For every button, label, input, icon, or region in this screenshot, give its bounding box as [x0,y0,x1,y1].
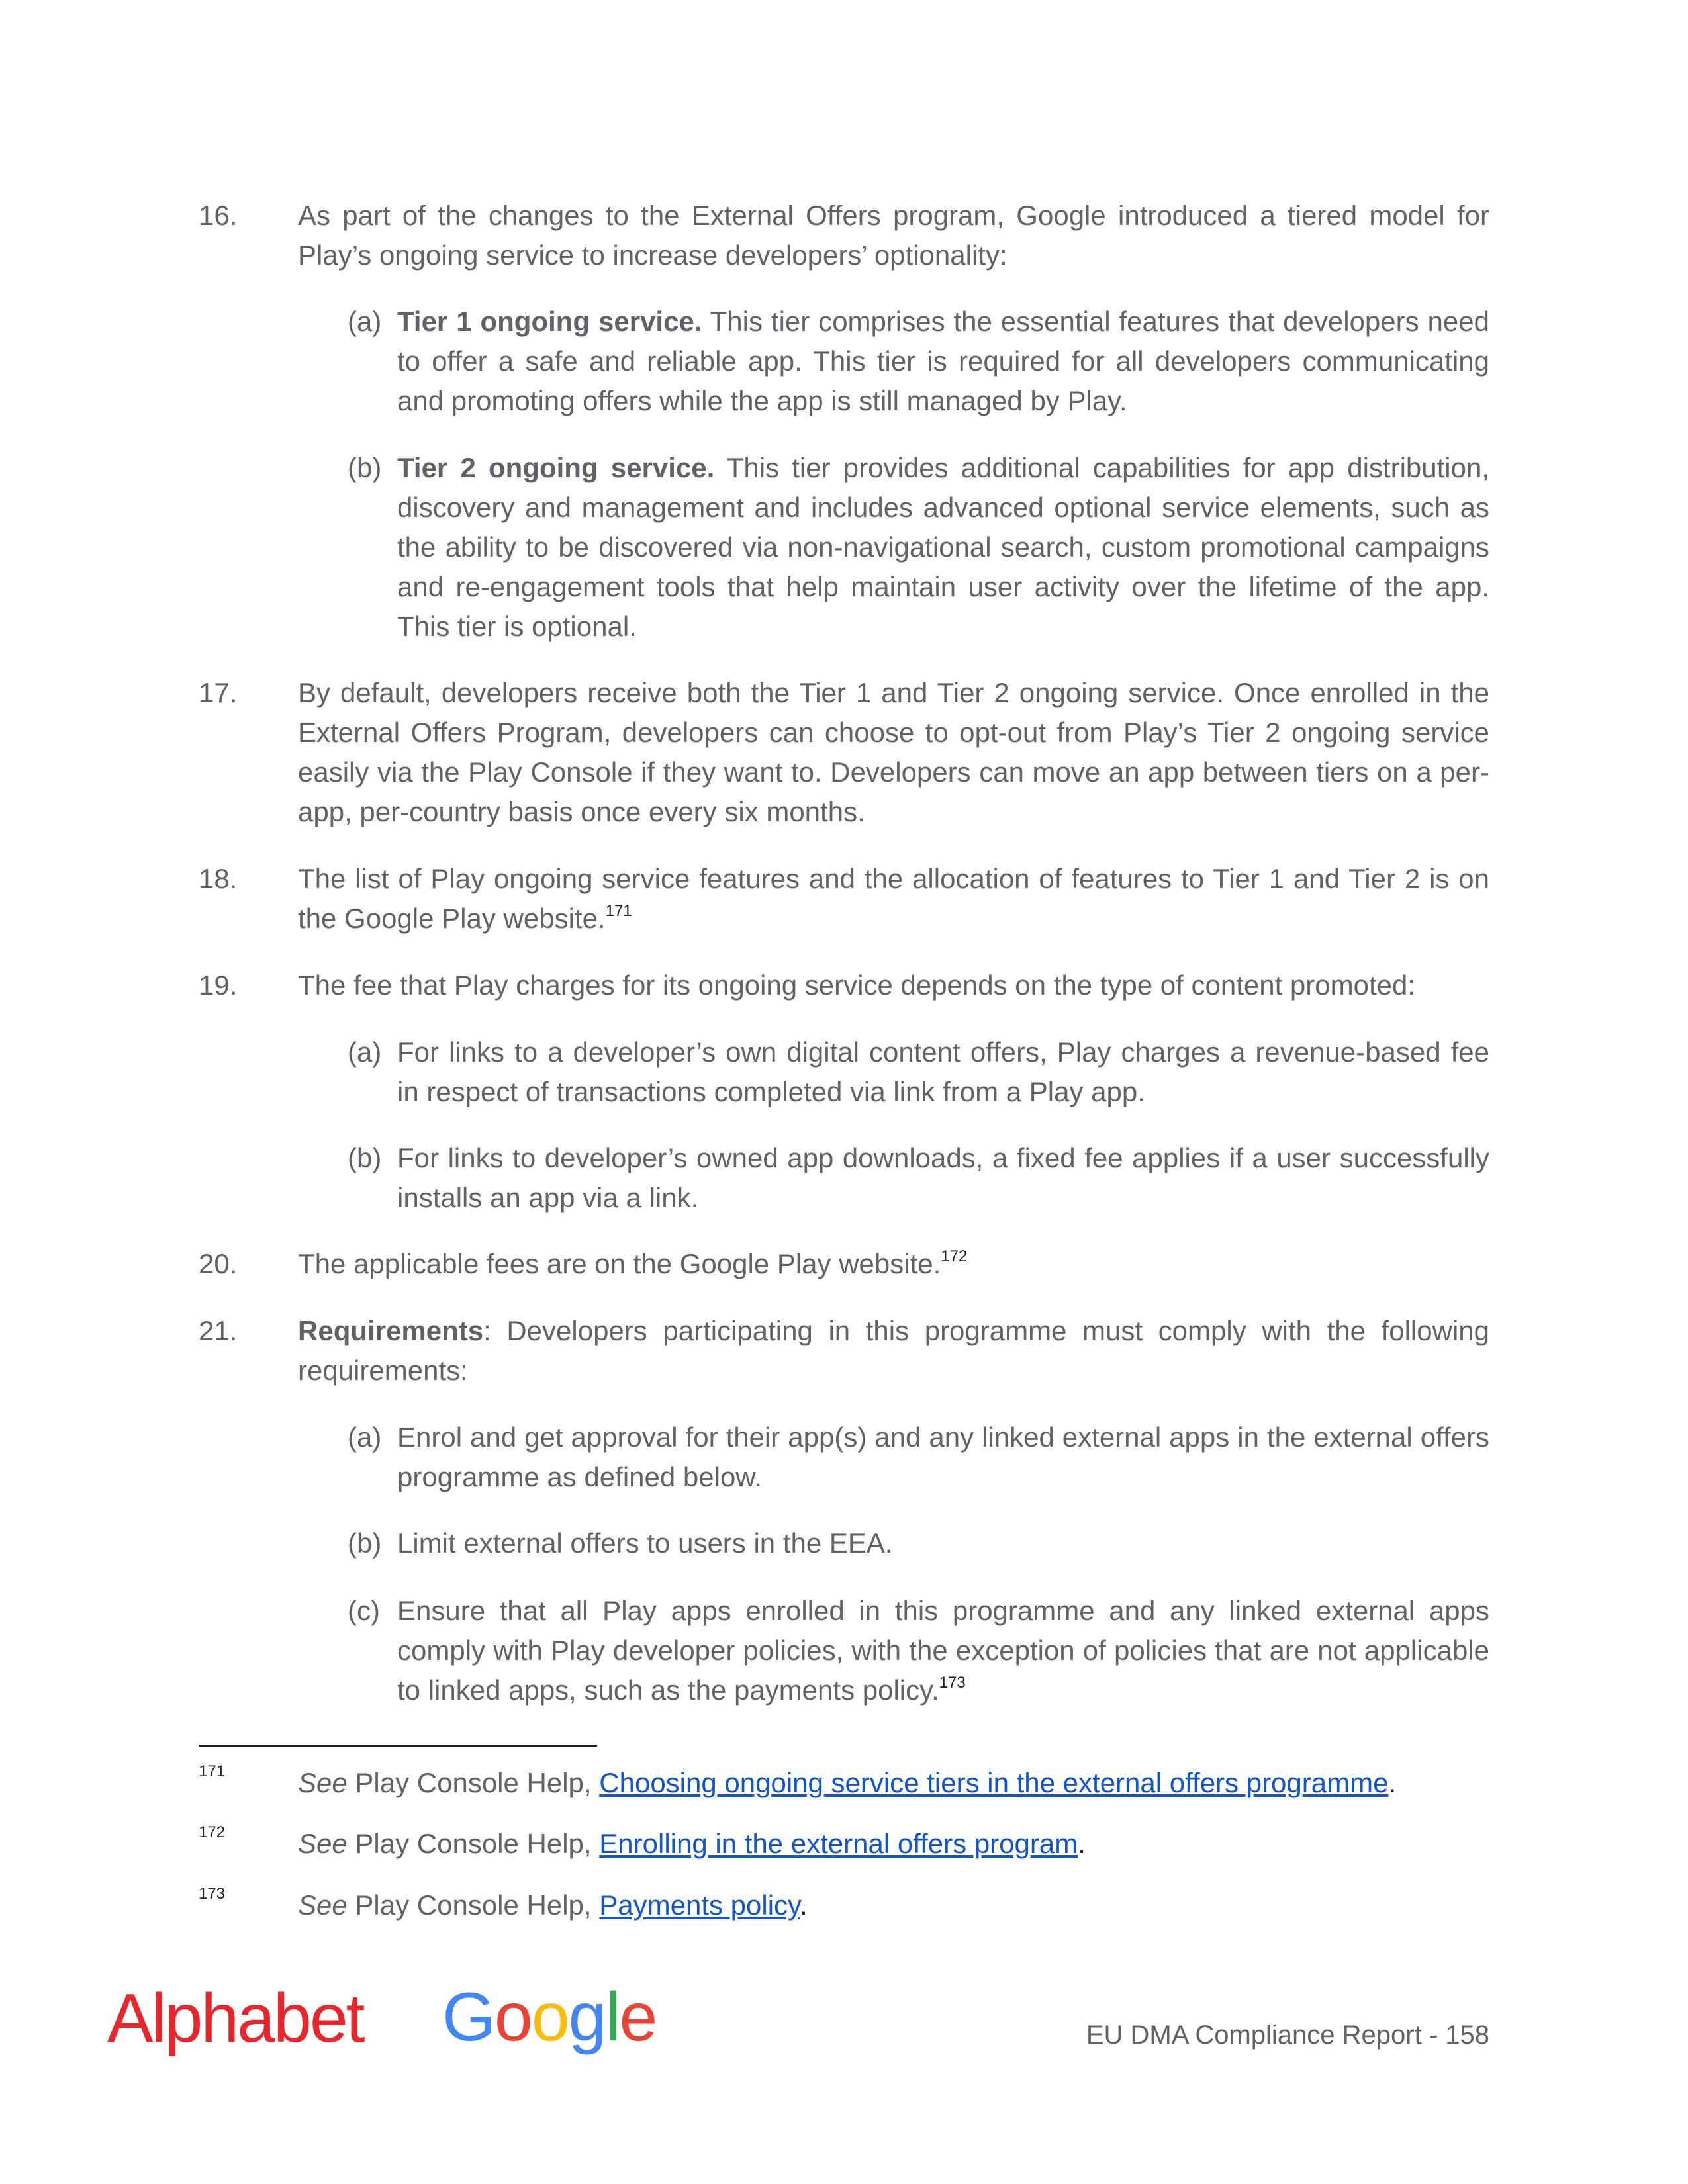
paragraph-number: 16. [199,200,238,231]
paragraph-19-item-b [348,1138,1489,1218]
item-text [397,1591,1489,1710]
paragraph-21-item-c [348,1591,1489,1710]
paragraph-text [298,859,1489,938]
paragraph-18 [199,859,1489,938]
google-logo-letter: G [442,1979,494,2056]
item-body: This tier provides additional capabilities for app distribution, discovery and management and includes advanced optional service elements, such as the ability to be discovered via non-navigational search, custom promotional campaigns and re-engagement tools that help maintain user activity over the lifetime of the app. This tier is optional. [397,452,1489,642]
paragraph-21 [199,1311,1489,1390]
footnote-text [298,1886,1489,1925]
paragraph-16 [199,196,1489,275]
footnote-prefix: Play Console Help, [347,1767,600,1798]
paragraph-number: 18. [199,863,238,894]
paragraph-17 [199,673,1489,832]
item-text [397,302,1489,421]
item-text [397,448,1489,647]
footnote-number: 171 [199,1762,226,1780]
footnote-ref: 171 [605,902,632,920]
google-logo-letter: o [531,1979,569,2056]
footnote-ref: 172 [941,1248,968,1265]
footnote-suffix: . [1078,1828,1086,1859]
paragraph-text: By default, developers receive both the Tier 1 and Tier 2 ongoing service. Once enrolled in the External Offers Program, developers can choose to opt-out from Play’s Tier 2 ongoing service easily via the Play Console if they want to. Developers can move an app between tiers on a per-app, per-country basis once every six months. [298,677,1489,827]
footnote-number: 173 [199,1885,226,1903]
paragraph-body: The list of Play ongoing service features and the allocation of features to Tier 1 and Tier 2 is on the Google Play website. [298,863,1489,934]
paragraph-text [298,1244,1489,1284]
paragraph-21-item-b [348,1524,1489,1563]
paragraph-20 [199,1244,1489,1284]
item-label: (b) [348,1527,382,1559]
footnote-suffix: . [1388,1767,1397,1798]
item-label: (a) [348,1422,382,1453]
footnote-prefix: Play Console Help, [347,1828,600,1859]
paragraph-body: : Developers participating in this programme must comply with the following requirements: [298,1315,1489,1386]
item-label: (b) [348,1142,382,1173]
item-text: For links to developer’s owned app downloads, a fixed fee applies if a user successfully installs an app via a link. [397,1142,1489,1213]
footnote-text [298,1824,1489,1864]
item-text: For links to a developer’s own digital content offers, Play charges a revenue-based fee in respect of transactions completed via link from a Play app. [397,1036,1489,1107]
paragraph-16-item-a [348,302,1489,421]
footnote-173 [199,1886,1489,1925]
alphabet-logo: Alphabet [107,1980,363,2057]
footnote-prefix: Play Console Help, [347,1889,600,1921]
google-logo-letter: o [494,1979,532,2056]
paragraph-text [298,1311,1489,1390]
item-body: Ensure that all Play apps enrolled in this programme and any linked external apps comply with Play developer policies, with the exception of policies that are not applicable to linked apps, such as the payments policy. [397,1595,1489,1706]
footnote-ref: 173 [939,1674,966,1692]
footnote-number: 172 [199,1823,226,1841]
item-heading: Tier 1 ongoing service. [397,306,702,337]
paragraph-text: The fee that Play charges for its ongoing service depends on the type of content promoted: [298,970,1416,1001]
paragraph-21-item-a [348,1418,1489,1497]
footnote-171 [199,1763,1489,1803]
footnote-link[interactable]: Choosing ongoing service tiers in the external offers programme [599,1767,1389,1798]
footnote-suffix: . [799,1889,808,1921]
item-text: Enrol and get approval for their app(s) and any linked external apps in the external offers programme as defined below. [397,1422,1489,1492]
item-text: Limit external offers to users in the EEA. [397,1527,893,1559]
item-heading: Tier 2 ongoing service. [397,452,715,483]
footnote-see: See [298,1767,348,1798]
item-label: (b) [348,452,382,483]
paragraph-19 [199,966,1489,1005]
footnote-text [298,1763,1489,1803]
paragraph-16-item-b [348,448,1489,647]
google-logo-letter: g [568,1979,606,2056]
paragraph-text: As part of the changes to the External Offers program, Google introduced a tiered model for Play’s ongoing service to increase developers’ optionality: [298,200,1489,271]
paragraph-19-item-a [348,1032,1489,1112]
google-logo-letter: e [619,1979,657,2056]
item-body: This tier comprises the essential features that developers need to offer a safe and reliable app. This tier is required for all developers communicating and promoting offers while the app is still managed by Play. [397,306,1489,416]
item-label: (a) [348,1036,382,1068]
item-label: (c) [348,1595,380,1626]
item-label: (a) [348,306,382,337]
paragraph-number: 17. [199,677,238,708]
paragraph-body: The applicable fees are on the Google Play website. [298,1248,941,1279]
google-logo [442,1978,656,2057]
footnote-see: See [298,1889,348,1921]
paragraph-number: 21. [199,1315,238,1346]
report-page-label: EU DMA Compliance Report - 158 [1086,2021,1489,2050]
footnote-separator [199,1745,597,1747]
footnote-see: See [298,1828,348,1859]
paragraph-number: 20. [199,1248,238,1279]
paragraph-number: 19. [199,970,238,1001]
footnote-172 [199,1824,1489,1864]
footnote-link[interactable]: Payments policy [599,1889,800,1921]
paragraph-heading: Requirements [298,1315,484,1346]
footnote-link[interactable]: Enrolling in the external offers program [599,1828,1078,1859]
google-logo-letter: l [605,1979,620,2056]
